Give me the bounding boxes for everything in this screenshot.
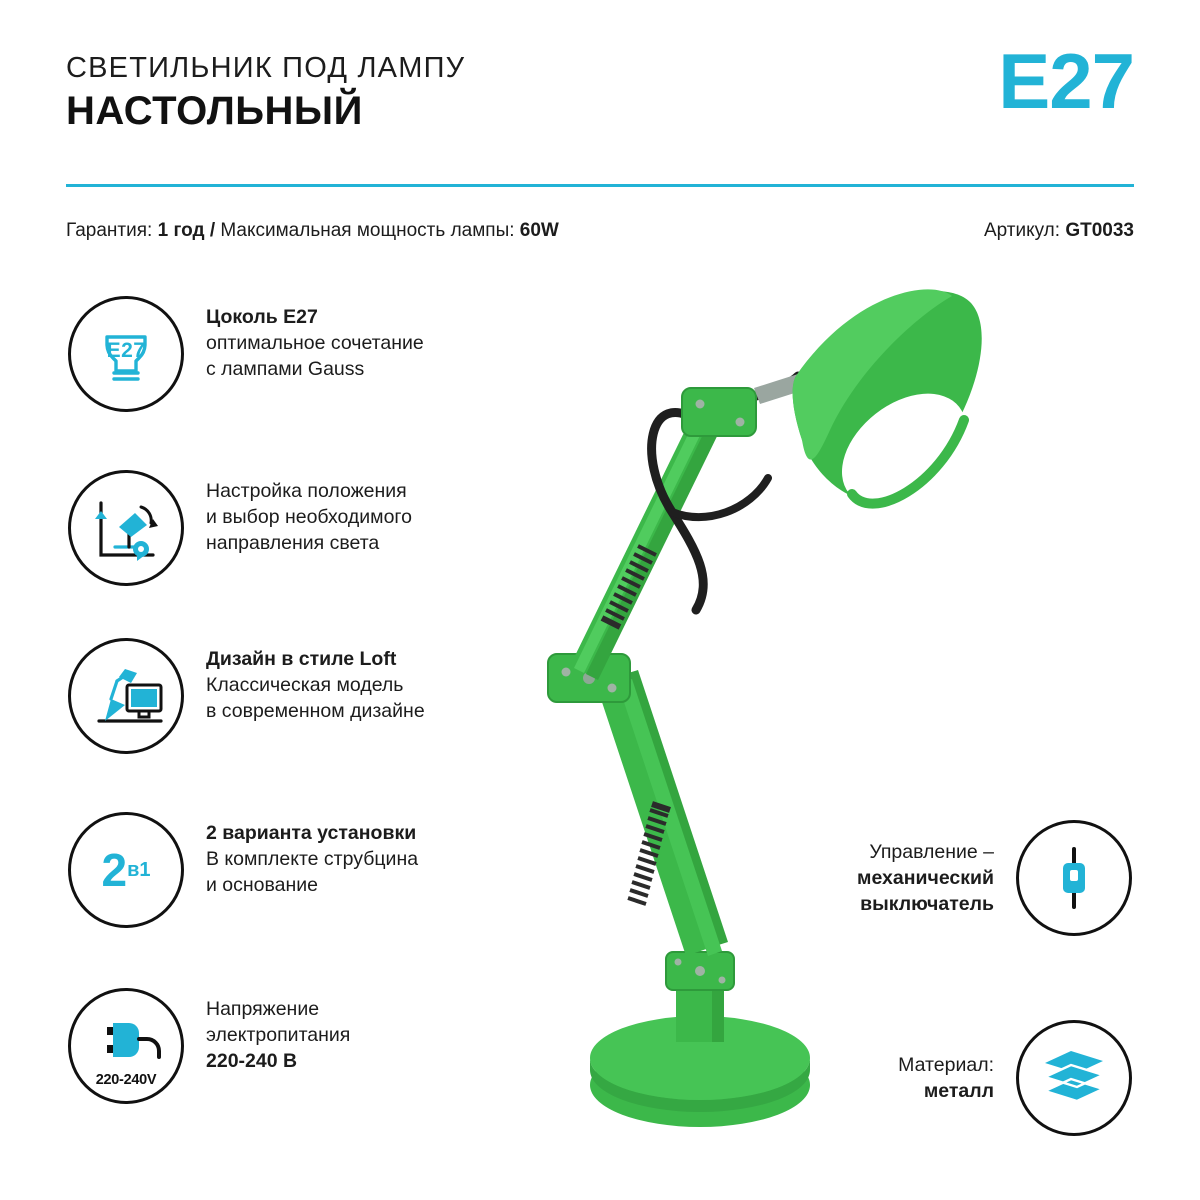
- feature-install-line1: В комплекте струбцина: [206, 848, 419, 870]
- voltage-badge-label: 220-240V: [95, 1072, 157, 1088]
- feature-socket-line2: с лампами Gauss: [206, 358, 365, 380]
- feature-loft-title: Дизайн в стиле Loft: [206, 648, 397, 670]
- feature-voltage-line1: Напряжение: [206, 998, 320, 1020]
- feature-loft-line2: в современном дизайне: [206, 700, 425, 722]
- warranty-label: Гарантия:: [66, 220, 153, 241]
- title-block: [66, 52, 465, 134]
- page-title-line1: СВЕТИЛЬНИК ПОД ЛАМПУ: [66, 52, 466, 84]
- feature-control-line1: Управление –: [869, 841, 994, 863]
- feature-loft-line1: Классическая модель: [206, 674, 404, 696]
- two-in-one-label: [71, 844, 181, 896]
- power-value: 60W: [519, 220, 559, 241]
- feature-position-line3: направления света: [206, 532, 380, 554]
- page-title-line2: НАСТОЛЬНЫЙ: [66, 89, 363, 133]
- feature-socket-text: [206, 296, 424, 382]
- feature-install-line2: и основание: [206, 874, 319, 896]
- feature-loft: [68, 638, 538, 754]
- article-value: GT0033: [1065, 220, 1134, 241]
- desk-lamp-illustration: [500, 280, 1120, 1150]
- feature-voltage-line2: электропитания: [206, 1024, 351, 1046]
- adjustable-lamp-icon: [68, 470, 184, 586]
- article-info: [984, 220, 1134, 242]
- feature-position-line2: и выбор необходимого: [206, 506, 412, 528]
- feature-material-line1: Материал:: [898, 1054, 994, 1076]
- socket-type-badge: E27: [998, 37, 1134, 125]
- two-in-one-mid: в1: [127, 859, 151, 881]
- feature-install: [68, 812, 538, 928]
- feature-install-title: 2 варианта установки: [206, 822, 417, 844]
- warranty-power-info: [66, 220, 559, 242]
- feature-control-line3: выключатель: [860, 893, 994, 915]
- feature-voltage-line3: 220-240 В: [206, 1050, 298, 1072]
- feature-material-line2: металл: [923, 1080, 994, 1102]
- feature-position-text: [206, 470, 412, 556]
- feature-socket-title: Цоколь E27: [206, 306, 318, 328]
- feature-socket: [68, 296, 538, 412]
- feature-install-text: [206, 812, 418, 898]
- feature-control-line2: механический: [857, 867, 994, 889]
- feature-position: [68, 470, 538, 586]
- two-in-one-big: 2: [101, 844, 128, 896]
- power-plug-icon: [68, 988, 184, 1104]
- feature-voltage: [68, 988, 538, 1104]
- power-label: Максимальная мощность лампы:: [220, 220, 515, 241]
- bulb-badge-label: E27: [106, 339, 146, 362]
- two-in-one-icon: [68, 812, 184, 928]
- feature-socket-line1: оптимальное сочетание: [206, 332, 424, 354]
- feature-loft-text: [206, 638, 425, 724]
- desk-lamp-monitor-icon: [68, 638, 184, 754]
- subheader-separator: /: [209, 220, 216, 241]
- article-label: Артикул:: [983, 220, 1061, 241]
- feature-voltage-text: [206, 988, 350, 1074]
- header-divider: [66, 184, 1134, 187]
- bulb-e27-icon: [68, 296, 184, 412]
- warranty-value: 1 год: [157, 220, 205, 241]
- feature-position-line1: Настройка положения: [206, 480, 407, 502]
